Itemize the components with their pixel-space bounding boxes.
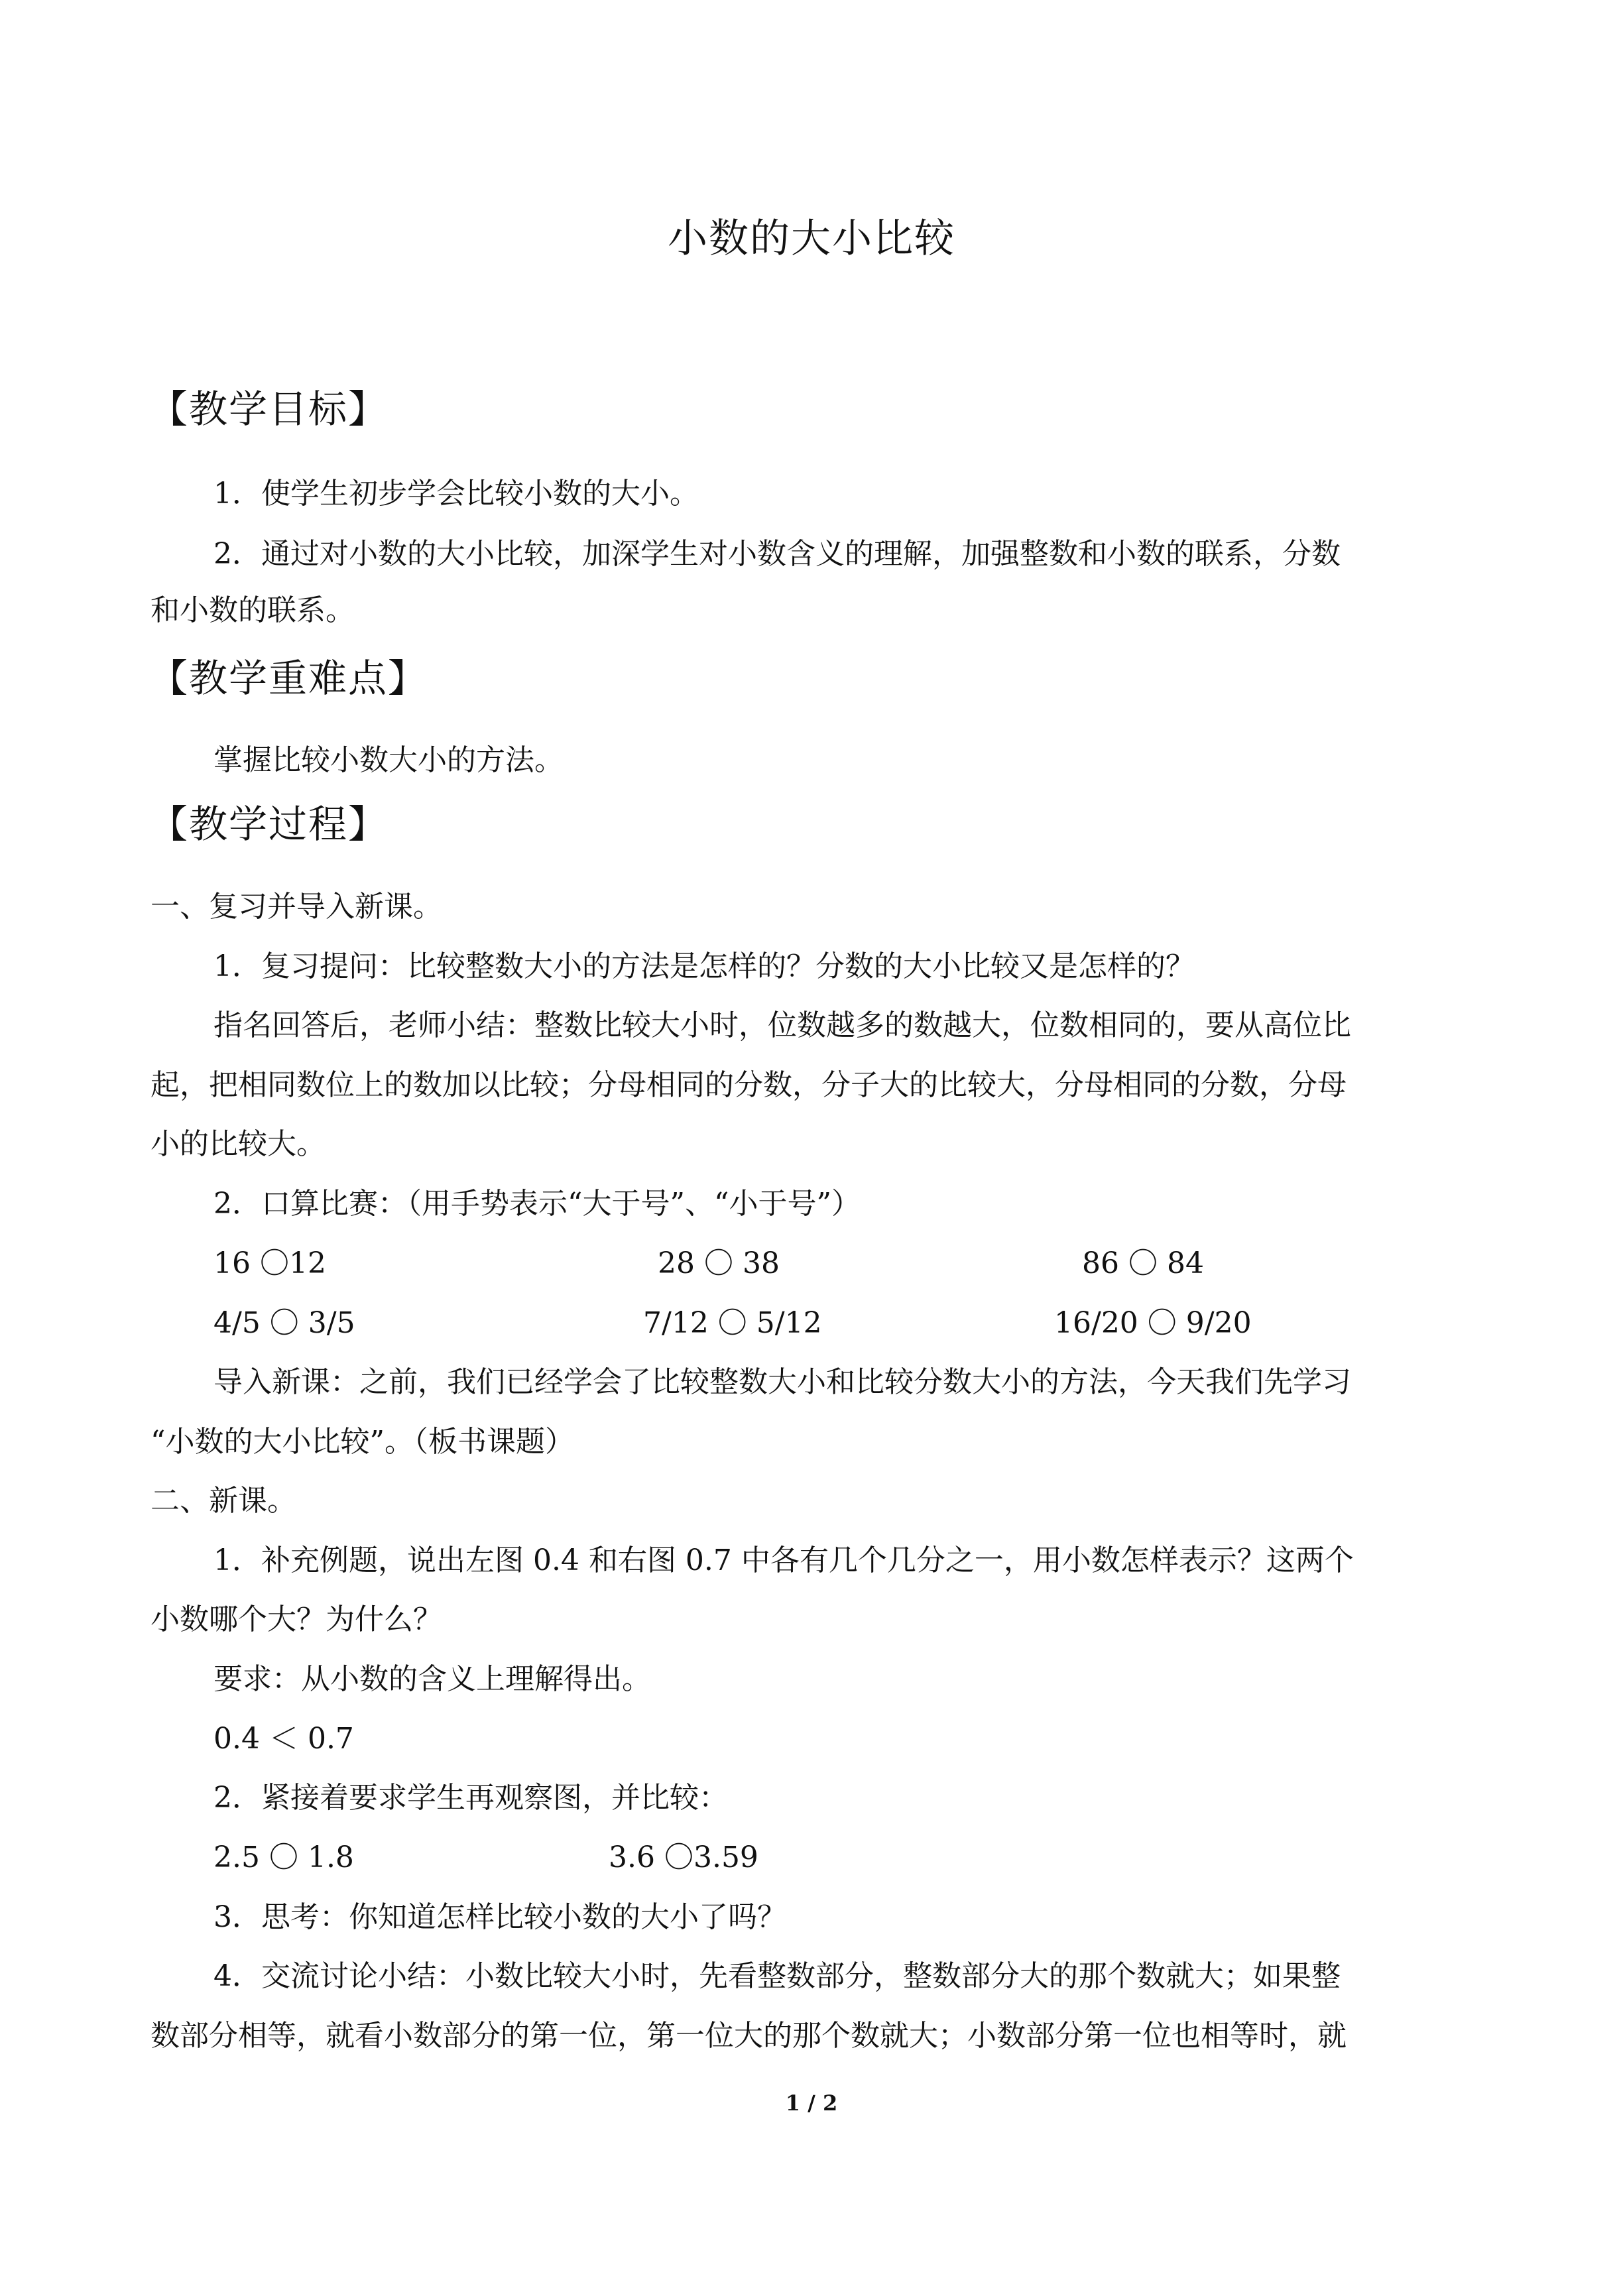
objective-2-line-b: 和小数的联系。	[150, 593, 355, 627]
section-1-para-2-line-b: 起，把相同数位上的数加以比较；分母相同的分数，分子大的比较大，分母相同的分数，分母	[150, 1068, 1347, 1102]
section-1-para-2-line-c: 小的比较大。	[150, 1127, 326, 1161]
page-number: 1 / 2	[785, 2090, 838, 2116]
section-1-para-1: 1．复习提问：比较整数大小的方法是怎样的？分数的大小比较又是怎样的？	[213, 949, 1195, 983]
objective-2-line-a: 2．通过对小数的大小比较，加深学生对小数含义的理解，加强整数和小数的联系，分数	[213, 537, 1341, 571]
comparison-item: 86 〇 84	[1082, 1246, 1204, 1280]
page-title: 小数的大小比较	[668, 215, 955, 262]
section-1-para-3: 2．口算比赛：（用手势表示“大于号”、“小于号”）	[213, 1187, 861, 1221]
section-2-para-6-line-a: 4．交流讨论小结：小数比较大小时，先看整数部分，整数部分大的那个数就大；如果整	[213, 1959, 1341, 1993]
key-points-heading: 【教学重难点】	[149, 656, 428, 701]
comparison-item: 16/20 〇 9/20	[1054, 1306, 1252, 1340]
comparison-item: 2.5 〇 1.8	[213, 1841, 354, 1874]
comparison-item: 3.6 〇3.59	[609, 1841, 758, 1874]
section-2-para-1-line-a: 1．补充例题，说出左图 0.4 和右图 0.7 中各有几个几分之一，用小数怎样表示？这两个	[213, 1543, 1354, 1577]
comparison-item: 28 〇 38	[658, 1246, 780, 1280]
objective-1: 1．使学生初步学会比较小数的大小。	[213, 477, 699, 511]
section-2-para-6-line-b: 数部分相等，就看小数部分的第一位，第一位大的那个数就大；小数部分第一位也相等时，就	[150, 2019, 1347, 2053]
comparison-item: 7/12 〇 5/12	[643, 1306, 822, 1340]
section-2-para-2: 要求：从小数的含义上理解得出。	[213, 1662, 651, 1696]
objectives-heading: 【教学目标】	[149, 387, 389, 432]
section-1-para-4-line-b: “小数的大小比较”。（板书课题）	[150, 1425, 574, 1459]
comparison-item: 4/5 〇 3/5	[213, 1306, 355, 1340]
section-2-para-3: 0.4 ＜ 0.7	[213, 1722, 354, 1756]
section-1-title: 一、复习并导入新课。	[150, 890, 442, 924]
key-point-1: 掌握比较小数大小的方法。	[213, 743, 564, 777]
section-1-para-2-line-a: 指名回答后，老师小结：整数比较大小时，位数越多的数越大，位数相同的，要从高位比	[213, 1008, 1351, 1042]
section-1-para-4-line-a: 导入新课：之前，我们已经学会了比较整数大小和比较分数大小的方法，今天我们先学习	[213, 1365, 1351, 1399]
section-2-para-5: 3．思考：你知道怎样比较小数的大小了吗？	[213, 1900, 786, 1934]
section-2-para-1-line-b: 小数哪个大？为什么？	[150, 1602, 442, 1636]
section-2-title: 二、新课。	[150, 1484, 296, 1518]
section-2-para-4: 2．紧接着要求学生再观察图，并比较：	[213, 1781, 728, 1815]
process-heading: 【教学过程】	[149, 802, 389, 847]
comparison-item: 16 〇12	[213, 1246, 326, 1280]
